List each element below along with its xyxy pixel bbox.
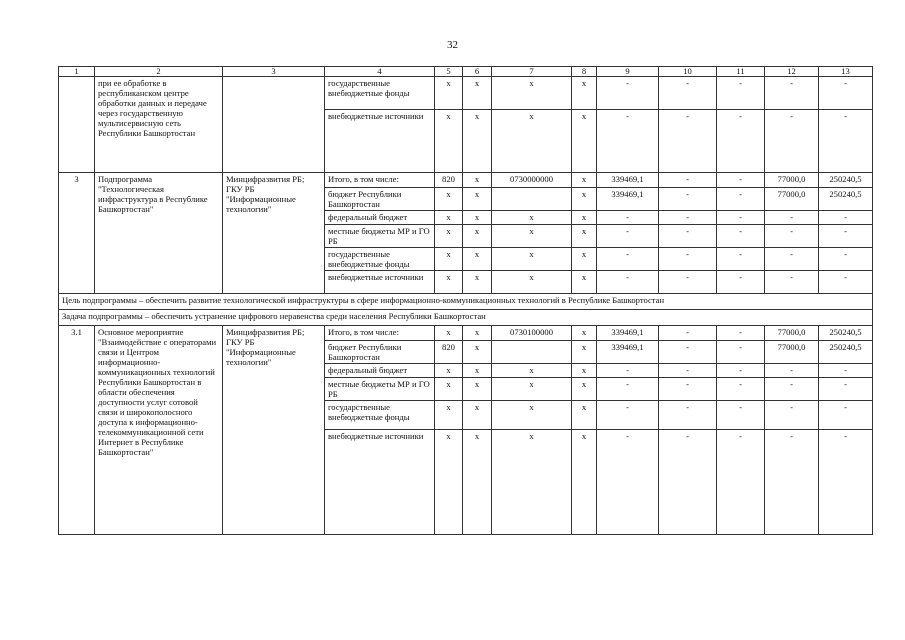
goal-row-text: Цель подпрограммы – обеспечить развитие технологической инфраструктуры в сфере информационно-коммуникационных технологий в Республике Башкортостан — [59, 294, 873, 310]
value-cell-c13: 250240,5 — [819, 326, 873, 341]
value-cell-c10: - — [659, 341, 717, 364]
value-cell-c9: 339469,1 — [597, 341, 659, 364]
row-number-cell: 3.1 — [59, 326, 95, 535]
value-cell-c9: - — [597, 430, 659, 535]
value-cell-c12: 77000,0 — [765, 341, 819, 364]
value-cell-c8: x — [572, 378, 597, 401]
value-cell-c6: x — [463, 378, 492, 401]
value-cell-c8: x — [572, 225, 597, 248]
value-cell-c6: x — [463, 188, 492, 211]
header-cell: 8 — [572, 67, 597, 77]
value-cell-c9: - — [597, 225, 659, 248]
value-cell-c5: x — [435, 364, 463, 378]
value-cell-c12: - — [765, 77, 819, 110]
value-cell-c7: x — [492, 225, 572, 248]
value-cell-c8: x — [572, 248, 597, 271]
value-cell-c8: x — [572, 326, 597, 341]
value-cell-c7: 0730000000 — [492, 173, 572, 188]
value-cell-c11: - — [717, 326, 765, 341]
value-cell-c11: - — [717, 225, 765, 248]
value-cell-c6: x — [463, 271, 492, 294]
value-cell-c10: - — [659, 430, 717, 535]
value-cell-c7: x — [492, 401, 572, 430]
value-cell-c6: x — [463, 110, 492, 173]
value-cell-c13: 250240,5 — [819, 188, 873, 211]
value-cell-c10: - — [659, 378, 717, 401]
value-cell-c12: - — [765, 430, 819, 535]
value-cell-c11: - — [717, 173, 765, 188]
funding-source-cell: государственные внебюджетные фонды — [325, 248, 435, 271]
funding-source-cell: внебюджетные источники — [325, 110, 435, 173]
funding-source-cell: местные бюджеты МР и ГО РБ — [325, 225, 435, 248]
budget-table — [58, 66, 873, 535]
value-cell-c12: - — [765, 364, 819, 378]
value-cell-c8: x — [572, 341, 597, 364]
task-row — [59, 310, 873, 326]
value-cell-c6: x — [463, 401, 492, 430]
value-cell-c13: 250240,5 — [819, 173, 873, 188]
value-cell-c11: - — [717, 110, 765, 173]
value-cell-c11: - — [717, 77, 765, 110]
value-cell-c11: - — [717, 248, 765, 271]
value-cell-c12: - — [765, 225, 819, 248]
value-cell-c13: - — [819, 364, 873, 378]
value-cell-c5: x — [435, 326, 463, 341]
event-name-cell: при ее обработке в республиканском центре обработки данных и передаче через государственную мультисервисную сеть Республики Башкортостан — [95, 77, 223, 173]
value-cell-c5: x — [435, 225, 463, 248]
value-cell-c7: x — [492, 378, 572, 401]
value-cell-c11: - — [717, 401, 765, 430]
value-cell-c8: x — [572, 110, 597, 173]
value-cell-c10: - — [659, 401, 717, 430]
value-cell-c9: - — [597, 271, 659, 294]
value-cell-c5: x — [435, 430, 463, 535]
header-cell: 4 — [325, 67, 435, 77]
header-cell: 7 — [492, 67, 572, 77]
value-cell-c6: x — [463, 364, 492, 378]
value-cell-c6: x — [463, 430, 492, 535]
value-cell-c13: - — [819, 211, 873, 225]
value-cell-c6: x — [463, 341, 492, 364]
value-cell-c12: - — [765, 248, 819, 271]
value-cell-c8: x — [572, 271, 597, 294]
value-cell-c10: - — [659, 326, 717, 341]
table-row — [59, 77, 873, 110]
value-cell-c5: 820 — [435, 173, 463, 188]
executor-cell: Минцифразвития РБ; ГКУ РБ "Информационные технологии" — [223, 326, 325, 535]
value-cell-c13: - — [819, 401, 873, 430]
value-cell-c12: 77000,0 — [765, 326, 819, 341]
header-cell: 1 — [59, 67, 95, 77]
value-cell-c5: x — [435, 188, 463, 211]
value-cell-c10: - — [659, 248, 717, 271]
value-cell-c7 — [492, 188, 572, 211]
value-cell-c13: - — [819, 225, 873, 248]
value-cell-c11: - — [717, 364, 765, 378]
value-cell-c10: - — [659, 211, 717, 225]
value-cell-c12: - — [765, 378, 819, 401]
value-cell-c6: x — [463, 248, 492, 271]
value-cell-c11: - — [717, 271, 765, 294]
value-cell-c10: - — [659, 271, 717, 294]
value-cell-c13: - — [819, 378, 873, 401]
value-cell-c5: x — [435, 378, 463, 401]
value-cell-c9: - — [597, 248, 659, 271]
value-cell-c8: x — [572, 430, 597, 535]
value-cell-c7: x — [492, 110, 572, 173]
value-cell-c12: - — [765, 211, 819, 225]
value-cell-c5: x — [435, 401, 463, 430]
page-number: 32 — [447, 39, 458, 51]
value-cell-c5: 820 — [435, 341, 463, 364]
value-cell-c9: - — [597, 211, 659, 225]
value-cell-c12: - — [765, 110, 819, 173]
value-cell-c13: - — [819, 248, 873, 271]
value-cell-c6: x — [463, 225, 492, 248]
header-cell: 11 — [717, 67, 765, 77]
value-cell-c8: x — [572, 77, 597, 110]
value-cell-c10: - — [659, 77, 717, 110]
task-row-text: Задача подпрограммы – обеспечить устранение цифрового неравенства среди населения Республики Башкортостан — [59, 310, 873, 326]
value-cell-c9: - — [597, 110, 659, 173]
value-cell-c5: x — [435, 110, 463, 173]
event-name-cell: Основное мероприятие "Взаимодействие с операторами связи и Центром информационно-коммуникационных технологий Республики Башкортостан в области обеспечения доступности услуг сотовой связи и широкополосного доступа к информационно-телекоммуникационной сети Интернет в Республике Башкортостан" — [95, 326, 223, 535]
value-cell-c6: x — [463, 77, 492, 110]
funding-source-cell: Итого, в том числе: — [325, 173, 435, 188]
value-cell-c7: x — [492, 430, 572, 535]
header-cell: 9 — [597, 67, 659, 77]
value-cell-c9: 339469,1 — [597, 173, 659, 188]
funding-source-cell: федеральный бюджет — [325, 364, 435, 378]
value-cell-c13: - — [819, 110, 873, 173]
value-cell-c6: x — [463, 326, 492, 341]
value-cell-c11: - — [717, 430, 765, 535]
executor-cell: Минцифразвития РБ; ГКУ РБ "Информационные технологии" — [223, 173, 325, 294]
value-cell-c13: - — [819, 77, 873, 110]
funding-source-cell: бюджет Республики Башкортостан — [325, 188, 435, 211]
value-cell-c6: x — [463, 211, 492, 225]
header-cell: 12 — [765, 67, 819, 77]
funding-source-cell: местные бюджеты МР и ГО РБ — [325, 378, 435, 401]
value-cell-c12: - — [765, 401, 819, 430]
value-cell-c11: - — [717, 188, 765, 211]
value-cell-c9: - — [597, 364, 659, 378]
table-row — [59, 173, 873, 188]
value-cell-c5: x — [435, 77, 463, 110]
value-cell-c7: 0730100000 — [492, 326, 572, 341]
funding-source-cell: внебюджетные источники — [325, 430, 435, 535]
value-cell-c5: x — [435, 271, 463, 294]
executor-cell — [223, 77, 325, 173]
value-cell-c7: x — [492, 248, 572, 271]
value-cell-c9: - — [597, 77, 659, 110]
value-cell-c13: 250240,5 — [819, 341, 873, 364]
funding-source-cell: государственные внебюджетные фонды — [325, 77, 435, 110]
value-cell-c8: x — [572, 364, 597, 378]
row-number-cell: 3 — [59, 173, 95, 294]
value-cell-c8: x — [572, 401, 597, 430]
value-cell-c6: x — [463, 173, 492, 188]
value-cell-c9: 339469,1 — [597, 188, 659, 211]
value-cell-c11: - — [717, 378, 765, 401]
table-header-row — [59, 67, 873, 77]
header-cell: 13 — [819, 67, 873, 77]
funding-source-cell: бюджет Республики Башкортостан — [325, 341, 435, 364]
value-cell-c5: x — [435, 211, 463, 225]
value-cell-c9: - — [597, 378, 659, 401]
header-cell: 6 — [463, 67, 492, 77]
funding-source-cell: федеральный бюджет — [325, 211, 435, 225]
value-cell-c12: 77000,0 — [765, 188, 819, 211]
value-cell-c7: x — [492, 271, 572, 294]
funding-source-cell: государственные внебюджетные фонды — [325, 401, 435, 430]
goal-row — [59, 294, 873, 310]
funding-source-cell: внебюджетные источники — [325, 271, 435, 294]
value-cell-c10: - — [659, 173, 717, 188]
value-cell-c10: - — [659, 188, 717, 211]
value-cell-c7: x — [492, 211, 572, 225]
value-cell-c9: 339469,1 — [597, 326, 659, 341]
value-cell-c11: - — [717, 341, 765, 364]
row-number-cell — [59, 77, 95, 173]
value-cell-c8: x — [572, 211, 597, 225]
value-cell-c10: - — [659, 364, 717, 378]
value-cell-c10: - — [659, 225, 717, 248]
value-cell-c10: - — [659, 110, 717, 173]
value-cell-c12: 77000,0 — [765, 173, 819, 188]
value-cell-c7: x — [492, 77, 572, 110]
header-cell: 5 — [435, 67, 463, 77]
header-cell: 3 — [223, 67, 325, 77]
value-cell-c7: x — [492, 364, 572, 378]
event-name-cell: Подпрограмма "Технологическая инфраструктура в Республике Башкортостан" — [95, 173, 223, 294]
value-cell-c8: x — [572, 188, 597, 211]
table-row — [59, 326, 873, 341]
value-cell-c12: - — [765, 271, 819, 294]
header-cell: 2 — [95, 67, 223, 77]
value-cell-c9: - — [597, 401, 659, 430]
funding-source-cell: Итого, в том числе: — [325, 326, 435, 341]
value-cell-c13: - — [819, 271, 873, 294]
value-cell-c7 — [492, 341, 572, 364]
value-cell-c8: x — [572, 173, 597, 188]
value-cell-c5: x — [435, 248, 463, 271]
header-cell: 10 — [659, 67, 717, 77]
value-cell-c11: - — [717, 211, 765, 225]
value-cell-c13: - — [819, 430, 873, 535]
